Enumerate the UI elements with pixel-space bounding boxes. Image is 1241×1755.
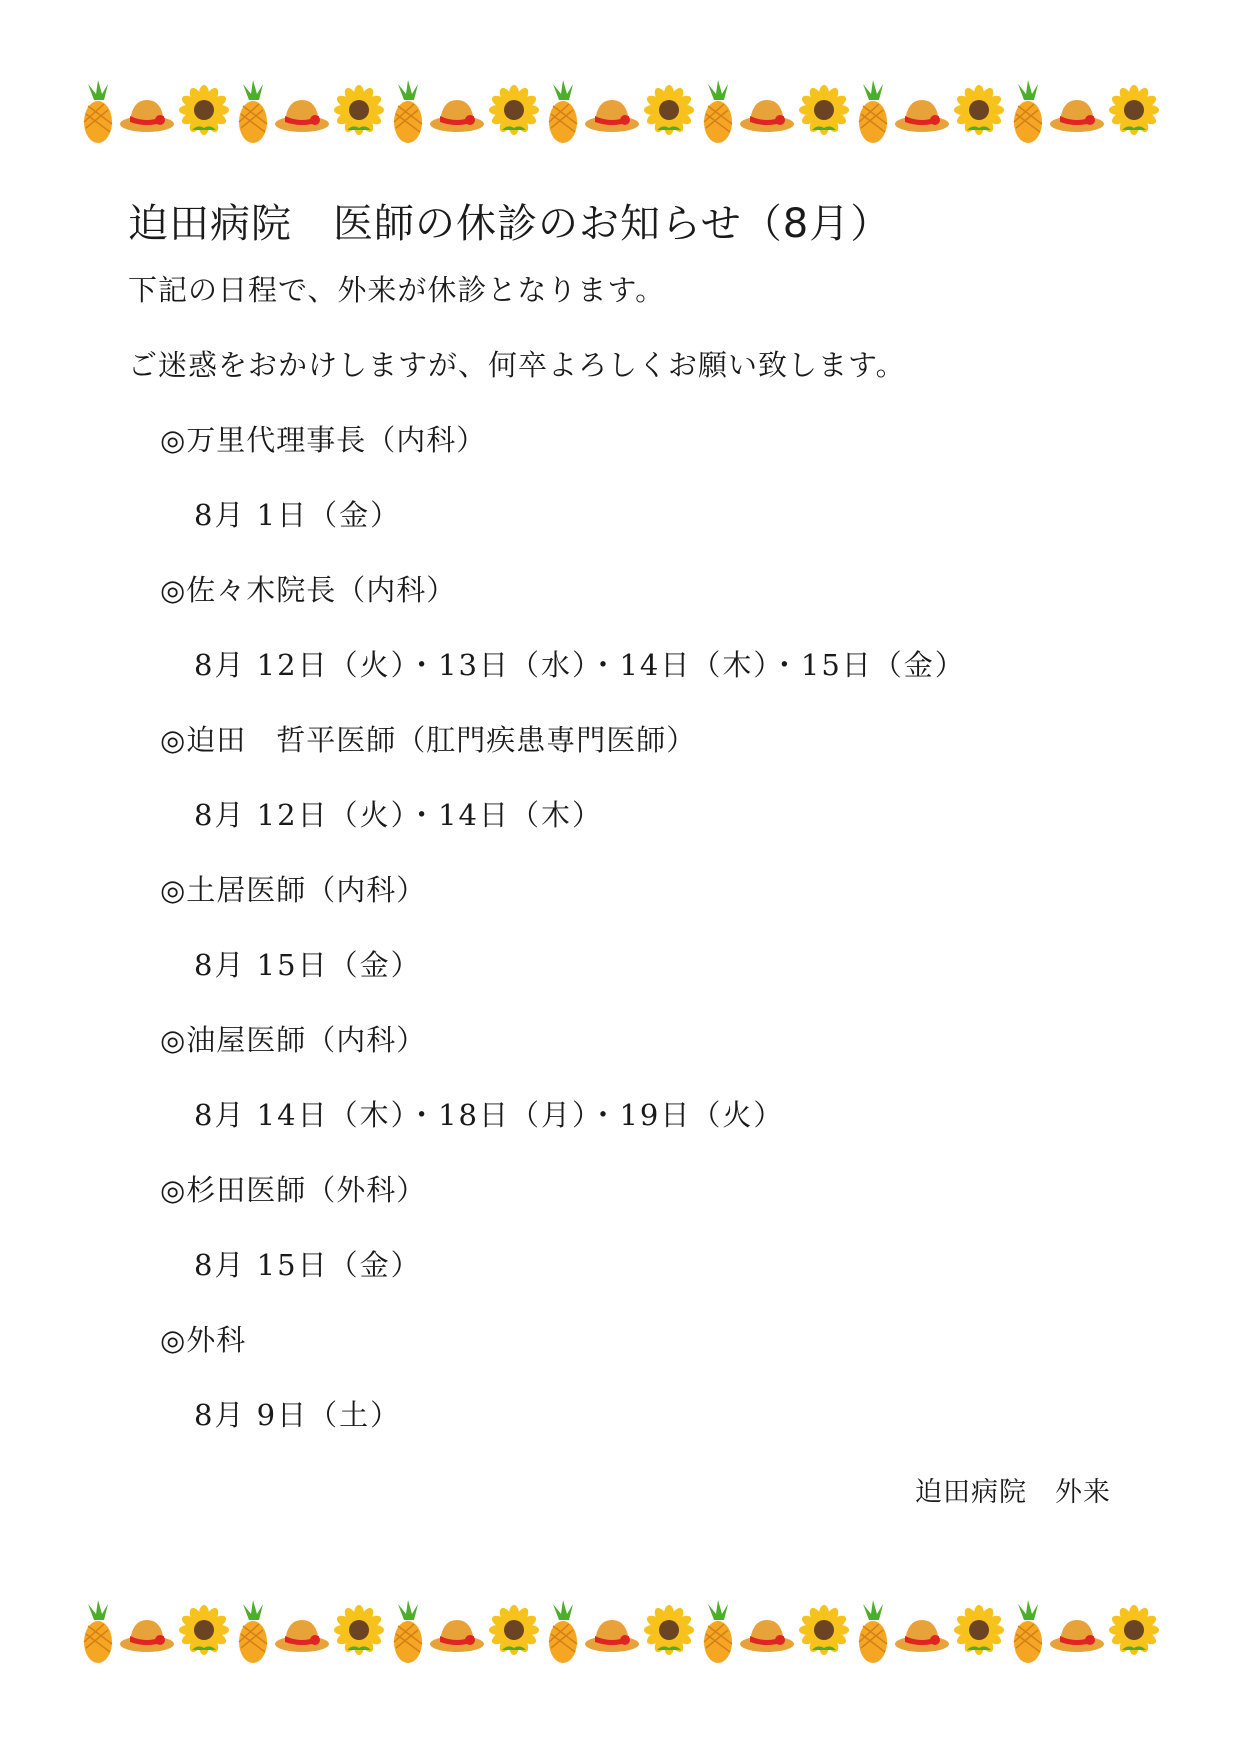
sunflower-icon <box>954 1605 1004 1655</box>
sunflower-icon <box>334 1605 384 1655</box>
sunflower-icon <box>954 85 1004 135</box>
sunflower-icon <box>799 1605 849 1655</box>
sunflower-icon <box>489 85 539 135</box>
dates-entry-2: 8月 12日（火）・13日（水）・14日（木）・15日（金） <box>194 648 966 682</box>
pineapple-icon <box>704 80 732 143</box>
pineapple-icon <box>549 80 577 143</box>
dates-entry-3: 8月 12日（火）・14日（木） <box>194 798 603 832</box>
straw-hat-icon <box>585 100 639 132</box>
straw-hat-icon <box>275 100 329 132</box>
doctor-entry-5: ◎油屋医師（内科） <box>160 1023 427 1057</box>
sunflower-icon <box>489 1605 539 1655</box>
sunflower-icon <box>334 85 384 135</box>
pineapple-icon <box>859 80 887 143</box>
pineapple-icon <box>239 1600 267 1663</box>
dates-entry-5: 8月 14日（木）・18日（月）・19日（火） <box>194 1098 785 1132</box>
straw-hat-icon <box>585 1620 639 1652</box>
doctor-entry-2: ◎佐々木院長（内科） <box>160 573 457 607</box>
pineapple-icon <box>549 1600 577 1663</box>
sunflower-icon <box>179 85 229 135</box>
top-decorative-border <box>82 80 1172 150</box>
doctor-entry-6: ◎杉田医師（外科） <box>160 1173 427 1207</box>
straw-hat-icon <box>120 1620 174 1652</box>
straw-hat-icon <box>275 1620 329 1652</box>
dates-entry-1: 8月 1日（金） <box>194 498 402 532</box>
doctor-entry-4: ◎土居医師（内科） <box>160 873 427 907</box>
pineapple-icon <box>84 1600 112 1663</box>
pineapple-icon <box>704 1600 732 1663</box>
page-title: 迫田病院 医師の休診のお知らせ（8月） <box>128 201 892 247</box>
sunflower-icon <box>644 1605 694 1655</box>
pineapple-icon <box>1014 80 1042 143</box>
straw-hat-icon <box>1050 100 1104 132</box>
doctor-entry-3: ◎迫田 哲平医師（肛門疾患専門医師） <box>160 723 697 757</box>
straw-hat-icon <box>120 100 174 132</box>
straw-hat-icon <box>740 100 794 132</box>
intro-line-2: ご迷惑をおかけしますが、何卒よろしくお願い致します。 <box>128 348 906 382</box>
straw-hat-icon <box>430 100 484 132</box>
sunflower-icon <box>1109 1605 1159 1655</box>
straw-hat-icon <box>740 1620 794 1652</box>
pineapple-icon <box>1014 1600 1042 1663</box>
sunflower-icon <box>179 1605 229 1655</box>
pineapple-icon <box>239 80 267 143</box>
pineapple-icon <box>84 80 112 143</box>
sunflower-icon <box>644 85 694 135</box>
straw-hat-icon <box>1050 1620 1104 1652</box>
doctor-entry-1: ◎万里代理事長（内科） <box>160 423 487 457</box>
signature: 迫田病院 外来 <box>915 1477 1111 1508</box>
pineapple-icon <box>859 1600 887 1663</box>
straw-hat-icon <box>895 100 949 132</box>
straw-hat-icon <box>430 1620 484 1652</box>
dates-entry-6: 8月 15日（金） <box>194 1248 422 1282</box>
dates-entry-4: 8月 15日（金） <box>194 948 422 982</box>
intro-line-1: 下記の日程で、外来が休診となります。 <box>128 273 666 307</box>
doctor-entry-7: ◎外科 <box>160 1323 247 1357</box>
straw-hat-icon <box>895 1620 949 1652</box>
pineapple-icon <box>394 1600 422 1663</box>
sunflower-icon <box>1109 85 1159 135</box>
dates-entry-7: 8月 9日（土） <box>194 1398 402 1432</box>
pineapple-icon <box>394 80 422 143</box>
sunflower-icon <box>799 85 849 135</box>
bottom-decorative-border <box>82 1600 1172 1670</box>
